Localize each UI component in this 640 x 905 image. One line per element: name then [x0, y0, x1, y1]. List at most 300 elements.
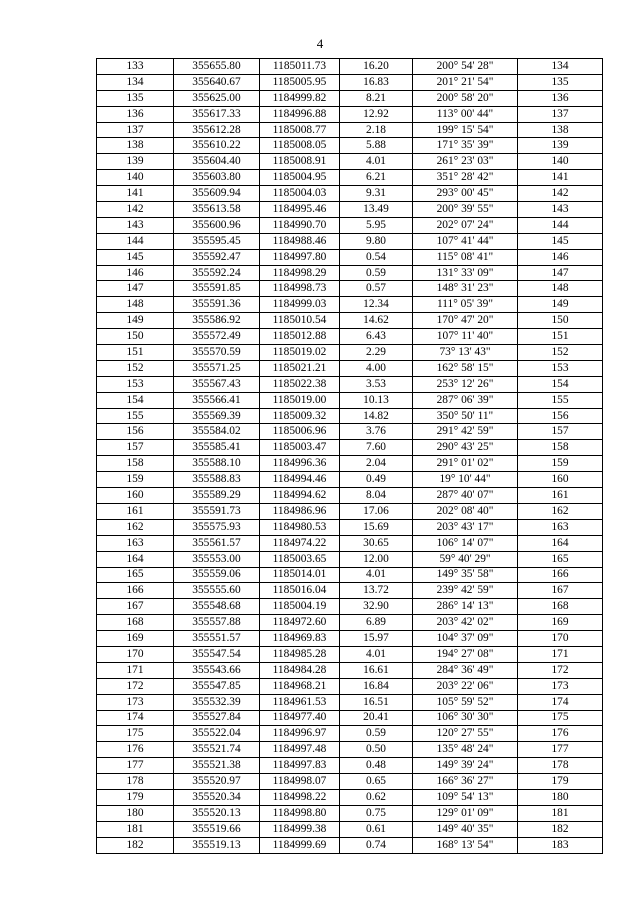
- table-row: [97, 59, 603, 75]
- x-coordinate-cell: 355586.92: [174, 313, 260, 329]
- table-row: [97, 249, 603, 265]
- point-number-cell: 150: [97, 329, 174, 345]
- y-coordinate-cell: 1185008.91: [260, 154, 340, 170]
- x-coordinate-cell: 355617.33: [174, 106, 260, 122]
- y-coordinate-cell: 1184986.96: [260, 503, 340, 519]
- x-coordinate-cell: 355559.06: [174, 567, 260, 583]
- x-coordinate-cell: 355592.24: [174, 265, 260, 281]
- table-row: [97, 583, 603, 599]
- y-coordinate-cell: 1184998.29: [260, 265, 340, 281]
- y-coordinate-cell: 1184968.21: [260, 678, 340, 694]
- distance-cell: 32.90: [340, 599, 413, 615]
- y-coordinate-cell: 1185008.77: [260, 122, 340, 138]
- bearing-cell: 199° 15' 54": [413, 122, 518, 138]
- bearing-cell: 129° 01' 09": [413, 805, 518, 821]
- bearing-cell: 194° 27' 08": [413, 646, 518, 662]
- next-point-cell: 166: [518, 567, 603, 583]
- x-coordinate-cell: 355610.22: [174, 138, 260, 154]
- distance-cell: 16.84: [340, 678, 413, 694]
- x-coordinate-cell: 355600.96: [174, 217, 260, 233]
- x-coordinate-cell: 355584.02: [174, 424, 260, 440]
- page-number: 4: [316, 36, 324, 51]
- point-number-cell: 149: [97, 313, 174, 329]
- bearing-cell: 200° 39' 55": [413, 202, 518, 218]
- distance-cell: 12.34: [340, 297, 413, 313]
- distance-cell: 9.80: [340, 233, 413, 249]
- x-coordinate-cell: 355521.38: [174, 758, 260, 774]
- point-number-cell: 179: [97, 789, 174, 805]
- distance-cell: 0.61: [340, 821, 413, 837]
- bearing-cell: 293° 00' 45": [413, 186, 518, 202]
- next-point-cell: 180: [518, 789, 603, 805]
- bearing-cell: 239° 42' 59": [413, 583, 518, 599]
- bearing-cell: 170° 47' 20": [413, 313, 518, 329]
- distance-cell: 8.04: [340, 488, 413, 504]
- y-coordinate-cell: 1184999.38: [260, 821, 340, 837]
- bearing-cell: 171° 35' 39": [413, 138, 518, 154]
- point-number-cell: 137: [97, 122, 174, 138]
- x-coordinate-cell: 355588.10: [174, 456, 260, 472]
- table-row: [97, 662, 603, 678]
- bearing-cell: 131° 33' 09": [413, 265, 518, 281]
- next-point-cell: 182: [518, 821, 603, 837]
- bearing-cell: 284° 36' 49": [413, 662, 518, 678]
- distance-cell: 30.65: [340, 535, 413, 551]
- next-point-cell: 134: [518, 59, 603, 75]
- x-coordinate-cell: 355613.58: [174, 202, 260, 218]
- table-row: [97, 281, 603, 297]
- y-coordinate-cell: 1184974.22: [260, 535, 340, 551]
- distance-cell: 2.29: [340, 345, 413, 361]
- table-row: [97, 329, 603, 345]
- table-row: [97, 74, 603, 90]
- x-coordinate-cell: 355640.67: [174, 74, 260, 90]
- distance-cell: 3.76: [340, 424, 413, 440]
- bearing-cell: 203° 22' 06": [413, 678, 518, 694]
- point-number-cell: 139: [97, 154, 174, 170]
- table-row: [97, 519, 603, 535]
- table-row: [97, 774, 603, 790]
- point-number-cell: 136: [97, 106, 174, 122]
- y-coordinate-cell: 1184972.60: [260, 615, 340, 631]
- point-number-cell: 162: [97, 519, 174, 535]
- next-point-cell: 160: [518, 472, 603, 488]
- x-coordinate-cell: 355521.74: [174, 742, 260, 758]
- y-coordinate-cell: 1185019.02: [260, 345, 340, 361]
- x-coordinate-cell: 355520.34: [174, 789, 260, 805]
- x-coordinate-cell: 355603.80: [174, 170, 260, 186]
- next-point-cell: 156: [518, 408, 603, 424]
- table-row: [97, 742, 603, 758]
- x-coordinate-cell: 355604.40: [174, 154, 260, 170]
- point-number-cell: 153: [97, 376, 174, 392]
- y-coordinate-cell: 1184984.28: [260, 662, 340, 678]
- bearing-cell: 200° 58' 20": [413, 90, 518, 106]
- next-point-cell: 141: [518, 170, 603, 186]
- distance-cell: 0.62: [340, 789, 413, 805]
- table-row: [97, 599, 603, 615]
- bearing-cell: 104° 37' 09": [413, 631, 518, 647]
- next-point-cell: 170: [518, 631, 603, 647]
- distance-cell: 0.50: [340, 742, 413, 758]
- distance-cell: 17.06: [340, 503, 413, 519]
- distance-cell: 14.62: [340, 313, 413, 329]
- table-row: [97, 90, 603, 106]
- next-point-cell: 137: [518, 106, 603, 122]
- next-point-cell: 145: [518, 233, 603, 249]
- point-number-cell: 163: [97, 535, 174, 551]
- next-point-cell: 183: [518, 837, 603, 853]
- table-row: [97, 424, 603, 440]
- x-coordinate-cell: 355609.94: [174, 186, 260, 202]
- y-coordinate-cell: 1184998.22: [260, 789, 340, 805]
- table-row: [97, 360, 603, 376]
- distance-cell: 0.74: [340, 837, 413, 853]
- next-point-cell: 153: [518, 360, 603, 376]
- x-coordinate-cell: 355591.36: [174, 297, 260, 313]
- point-number-cell: 167: [97, 599, 174, 615]
- bearing-cell: 350° 50' 11": [413, 408, 518, 424]
- table-row: [97, 233, 603, 249]
- x-coordinate-cell: 355575.93: [174, 519, 260, 535]
- next-point-cell: 151: [518, 329, 603, 345]
- next-point-cell: 143: [518, 202, 603, 218]
- x-coordinate-cell: 355612.28: [174, 122, 260, 138]
- table-row: [97, 170, 603, 186]
- y-coordinate-cell: 1185022.38: [260, 376, 340, 392]
- distance-cell: 4.01: [340, 646, 413, 662]
- x-coordinate-cell: 355527.84: [174, 710, 260, 726]
- next-point-cell: 135: [518, 74, 603, 90]
- point-number-cell: 164: [97, 551, 174, 567]
- table-row: [97, 726, 603, 742]
- bearing-cell: 286° 14' 13": [413, 599, 518, 615]
- table-row: [97, 694, 603, 710]
- bearing-cell: 287° 40' 07": [413, 488, 518, 504]
- bearing-cell: 111° 05' 39": [413, 297, 518, 313]
- y-coordinate-cell: 1184996.97: [260, 726, 340, 742]
- y-coordinate-cell: 1184994.46: [260, 472, 340, 488]
- next-point-cell: 171: [518, 646, 603, 662]
- table-row: [97, 440, 603, 456]
- bearing-cell: 166° 36' 27": [413, 774, 518, 790]
- table-row: [97, 138, 603, 154]
- y-coordinate-cell: 1185014.01: [260, 567, 340, 583]
- x-coordinate-cell: 355567.43: [174, 376, 260, 392]
- bearing-cell: 291° 42' 59": [413, 424, 518, 440]
- point-number-cell: 143: [97, 217, 174, 233]
- bearing-cell: 113° 00' 44": [413, 106, 518, 122]
- table-row: [97, 710, 603, 726]
- next-point-cell: 148: [518, 281, 603, 297]
- next-point-cell: 164: [518, 535, 603, 551]
- x-coordinate-cell: 355543.66: [174, 662, 260, 678]
- next-point-cell: 161: [518, 488, 603, 504]
- point-number-cell: 160: [97, 488, 174, 504]
- point-number-cell: 181: [97, 821, 174, 837]
- point-number-cell: 156: [97, 424, 174, 440]
- next-point-cell: 174: [518, 694, 603, 710]
- x-coordinate-cell: 355553.00: [174, 551, 260, 567]
- x-coordinate-cell: 355585.41: [174, 440, 260, 456]
- y-coordinate-cell: 1185003.65: [260, 551, 340, 567]
- point-number-cell: 158: [97, 456, 174, 472]
- y-coordinate-cell: 1184985.28: [260, 646, 340, 662]
- distance-cell: 10.13: [340, 392, 413, 408]
- y-coordinate-cell: 1184999.69: [260, 837, 340, 853]
- distance-cell: 15.69: [340, 519, 413, 535]
- distance-cell: 5.95: [340, 217, 413, 233]
- point-number-cell: 133: [97, 59, 174, 75]
- next-point-cell: 159: [518, 456, 603, 472]
- point-number-cell: 175: [97, 726, 174, 742]
- next-point-cell: 136: [518, 90, 603, 106]
- table-row: [97, 345, 603, 361]
- distance-cell: 0.54: [340, 249, 413, 265]
- table-row: [97, 615, 603, 631]
- point-number-cell: 145: [97, 249, 174, 265]
- table-row: [97, 265, 603, 281]
- bearing-cell: 107° 11' 40": [413, 329, 518, 345]
- bearing-cell: 162° 58' 15": [413, 360, 518, 376]
- point-number-cell: 169: [97, 631, 174, 647]
- next-point-cell: 172: [518, 662, 603, 678]
- point-number-cell: 146: [97, 265, 174, 281]
- bearing-cell: 203° 43' 17": [413, 519, 518, 535]
- x-coordinate-cell: 355591.73: [174, 503, 260, 519]
- x-coordinate-cell: 355570.59: [174, 345, 260, 361]
- distance-cell: 4.01: [340, 154, 413, 170]
- x-coordinate-cell: 355520.97: [174, 774, 260, 790]
- point-number-cell: 173: [97, 694, 174, 710]
- distance-cell: 13.49: [340, 202, 413, 218]
- point-number-cell: 170: [97, 646, 174, 662]
- y-coordinate-cell: 1184997.80: [260, 249, 340, 265]
- table-row: [97, 472, 603, 488]
- next-point-cell: 146: [518, 249, 603, 265]
- table-row: [97, 821, 603, 837]
- table-row: [97, 202, 603, 218]
- point-number-cell: 147: [97, 281, 174, 297]
- next-point-cell: 169: [518, 615, 603, 631]
- next-point-cell: 140: [518, 154, 603, 170]
- table-row: [97, 392, 603, 408]
- y-coordinate-cell: 1184961.53: [260, 694, 340, 710]
- distance-cell: 13.72: [340, 583, 413, 599]
- x-coordinate-cell: 355569.39: [174, 408, 260, 424]
- y-coordinate-cell: 1185012.88: [260, 329, 340, 345]
- y-coordinate-cell: 1185004.95: [260, 170, 340, 186]
- next-point-cell: 155: [518, 392, 603, 408]
- distance-cell: 0.59: [340, 726, 413, 742]
- coordinates-table-body: [97, 59, 603, 854]
- table-row: [97, 678, 603, 694]
- bearing-cell: 105° 59' 52": [413, 694, 518, 710]
- bearing-cell: 149° 35' 58": [413, 567, 518, 583]
- distance-cell: 5.88: [340, 138, 413, 154]
- bearing-cell: 120° 27' 55": [413, 726, 518, 742]
- bearing-cell: 202° 07' 24": [413, 217, 518, 233]
- distance-cell: 16.20: [340, 59, 413, 75]
- next-point-cell: 142: [518, 186, 603, 202]
- y-coordinate-cell: 1185003.47: [260, 440, 340, 456]
- bearing-cell: 168° 13' 54": [413, 837, 518, 853]
- y-coordinate-cell: 1184998.73: [260, 281, 340, 297]
- y-coordinate-cell: 1184988.46: [260, 233, 340, 249]
- x-coordinate-cell: 355522.04: [174, 726, 260, 742]
- coordinates-table: [96, 58, 603, 854]
- point-number-cell: 159: [97, 472, 174, 488]
- distance-cell: 4.01: [340, 567, 413, 583]
- distance-cell: 0.75: [340, 805, 413, 821]
- x-coordinate-cell: 355655.80: [174, 59, 260, 75]
- x-coordinate-cell: 355548.68: [174, 599, 260, 615]
- x-coordinate-cell: 355589.29: [174, 488, 260, 504]
- table-row: [97, 376, 603, 392]
- y-coordinate-cell: 1184999.82: [260, 90, 340, 106]
- point-number-cell: 176: [97, 742, 174, 758]
- point-number-cell: 157: [97, 440, 174, 456]
- distance-cell: 15.97: [340, 631, 413, 647]
- table-row: [97, 503, 603, 519]
- next-point-cell: 163: [518, 519, 603, 535]
- y-coordinate-cell: 1184994.62: [260, 488, 340, 504]
- bearing-cell: 261° 23' 03": [413, 154, 518, 170]
- bearing-cell: 115° 08' 41": [413, 249, 518, 265]
- bearing-cell: 200° 54' 28": [413, 59, 518, 75]
- next-point-cell: 181: [518, 805, 603, 821]
- distance-cell: 12.00: [340, 551, 413, 567]
- y-coordinate-cell: 1184999.03: [260, 297, 340, 313]
- point-number-cell: 161: [97, 503, 174, 519]
- bearing-cell: 73° 13' 43": [413, 345, 518, 361]
- distance-cell: 6.43: [340, 329, 413, 345]
- table-row: [97, 456, 603, 472]
- next-point-cell: 179: [518, 774, 603, 790]
- table-row: [97, 837, 603, 853]
- table-row: [97, 646, 603, 662]
- y-coordinate-cell: 1185019.00: [260, 392, 340, 408]
- distance-cell: 16.51: [340, 694, 413, 710]
- y-coordinate-cell: 1184998.07: [260, 774, 340, 790]
- y-coordinate-cell: 1185004.19: [260, 599, 340, 615]
- distance-cell: 8.21: [340, 90, 413, 106]
- distance-cell: 9.31: [340, 186, 413, 202]
- bearing-cell: 107° 41' 44": [413, 233, 518, 249]
- y-coordinate-cell: 1185006.96: [260, 424, 340, 440]
- bearing-cell: 201° 21' 54": [413, 74, 518, 90]
- bearing-cell: 106° 14' 07": [413, 535, 518, 551]
- table-row: [97, 106, 603, 122]
- distance-cell: 0.48: [340, 758, 413, 774]
- table-row: [97, 154, 603, 170]
- bearing-cell: 109° 54' 13": [413, 789, 518, 805]
- table-row: [97, 805, 603, 821]
- x-coordinate-cell: 355547.54: [174, 646, 260, 662]
- x-coordinate-cell: 355591.85: [174, 281, 260, 297]
- table-row: [97, 789, 603, 805]
- point-number-cell: 141: [97, 186, 174, 202]
- x-coordinate-cell: 355592.47: [174, 249, 260, 265]
- next-point-cell: 139: [518, 138, 603, 154]
- table-row: [97, 631, 603, 647]
- distance-cell: 6.89: [340, 615, 413, 631]
- next-point-cell: 138: [518, 122, 603, 138]
- bearing-cell: 253° 12' 26": [413, 376, 518, 392]
- point-number-cell: 140: [97, 170, 174, 186]
- next-point-cell: 144: [518, 217, 603, 233]
- y-coordinate-cell: 1185016.04: [260, 583, 340, 599]
- point-number-cell: 135: [97, 90, 174, 106]
- distance-cell: 6.21: [340, 170, 413, 186]
- x-coordinate-cell: 355595.45: [174, 233, 260, 249]
- bearing-cell: 351° 28' 42": [413, 170, 518, 186]
- next-point-cell: 158: [518, 440, 603, 456]
- x-coordinate-cell: 355625.00: [174, 90, 260, 106]
- x-coordinate-cell: 355551.57: [174, 631, 260, 647]
- y-coordinate-cell: 1185021.21: [260, 360, 340, 376]
- distance-cell: 20.41: [340, 710, 413, 726]
- distance-cell: 14.82: [340, 408, 413, 424]
- next-point-cell: 178: [518, 758, 603, 774]
- next-point-cell: 154: [518, 376, 603, 392]
- next-point-cell: 168: [518, 599, 603, 615]
- bearing-cell: 287° 06' 39": [413, 392, 518, 408]
- point-number-cell: 182: [97, 837, 174, 853]
- point-number-cell: 154: [97, 392, 174, 408]
- x-coordinate-cell: 355520.13: [174, 805, 260, 821]
- y-coordinate-cell: 1185009.32: [260, 408, 340, 424]
- point-number-cell: 165: [97, 567, 174, 583]
- bearing-cell: 19° 10' 44": [413, 472, 518, 488]
- x-coordinate-cell: 355588.83: [174, 472, 260, 488]
- next-point-cell: 176: [518, 726, 603, 742]
- y-coordinate-cell: 1184977.40: [260, 710, 340, 726]
- y-coordinate-cell: 1185005.95: [260, 74, 340, 90]
- bearing-cell: 135° 48' 24": [413, 742, 518, 758]
- bearing-cell: 149° 40' 35": [413, 821, 518, 837]
- table-row: [97, 217, 603, 233]
- bearing-cell: 149° 39' 24": [413, 758, 518, 774]
- point-number-cell: 177: [97, 758, 174, 774]
- distance-cell: 16.61: [340, 662, 413, 678]
- bearing-cell: 202° 08' 40": [413, 503, 518, 519]
- point-number-cell: 171: [97, 662, 174, 678]
- distance-cell: 7.60: [340, 440, 413, 456]
- bearing-cell: 59° 40' 29": [413, 551, 518, 567]
- distance-cell: 0.65: [340, 774, 413, 790]
- point-number-cell: 134: [97, 74, 174, 90]
- next-point-cell: 152: [518, 345, 603, 361]
- point-number-cell: 178: [97, 774, 174, 790]
- next-point-cell: 167: [518, 583, 603, 599]
- y-coordinate-cell: 1184996.88: [260, 106, 340, 122]
- y-coordinate-cell: 1184998.80: [260, 805, 340, 821]
- distance-cell: 4.00: [340, 360, 413, 376]
- distance-cell: 0.57: [340, 281, 413, 297]
- table-row: [97, 313, 603, 329]
- table-row: [97, 758, 603, 774]
- x-coordinate-cell: 355555.60: [174, 583, 260, 599]
- bearing-cell: 290° 43' 25": [413, 440, 518, 456]
- table-row: [97, 297, 603, 313]
- bearing-cell: 148° 31' 23": [413, 281, 518, 297]
- y-coordinate-cell: 1184995.46: [260, 202, 340, 218]
- table-row: [97, 551, 603, 567]
- next-point-cell: 177: [518, 742, 603, 758]
- point-number-cell: 180: [97, 805, 174, 821]
- x-coordinate-cell: 355572.49: [174, 329, 260, 345]
